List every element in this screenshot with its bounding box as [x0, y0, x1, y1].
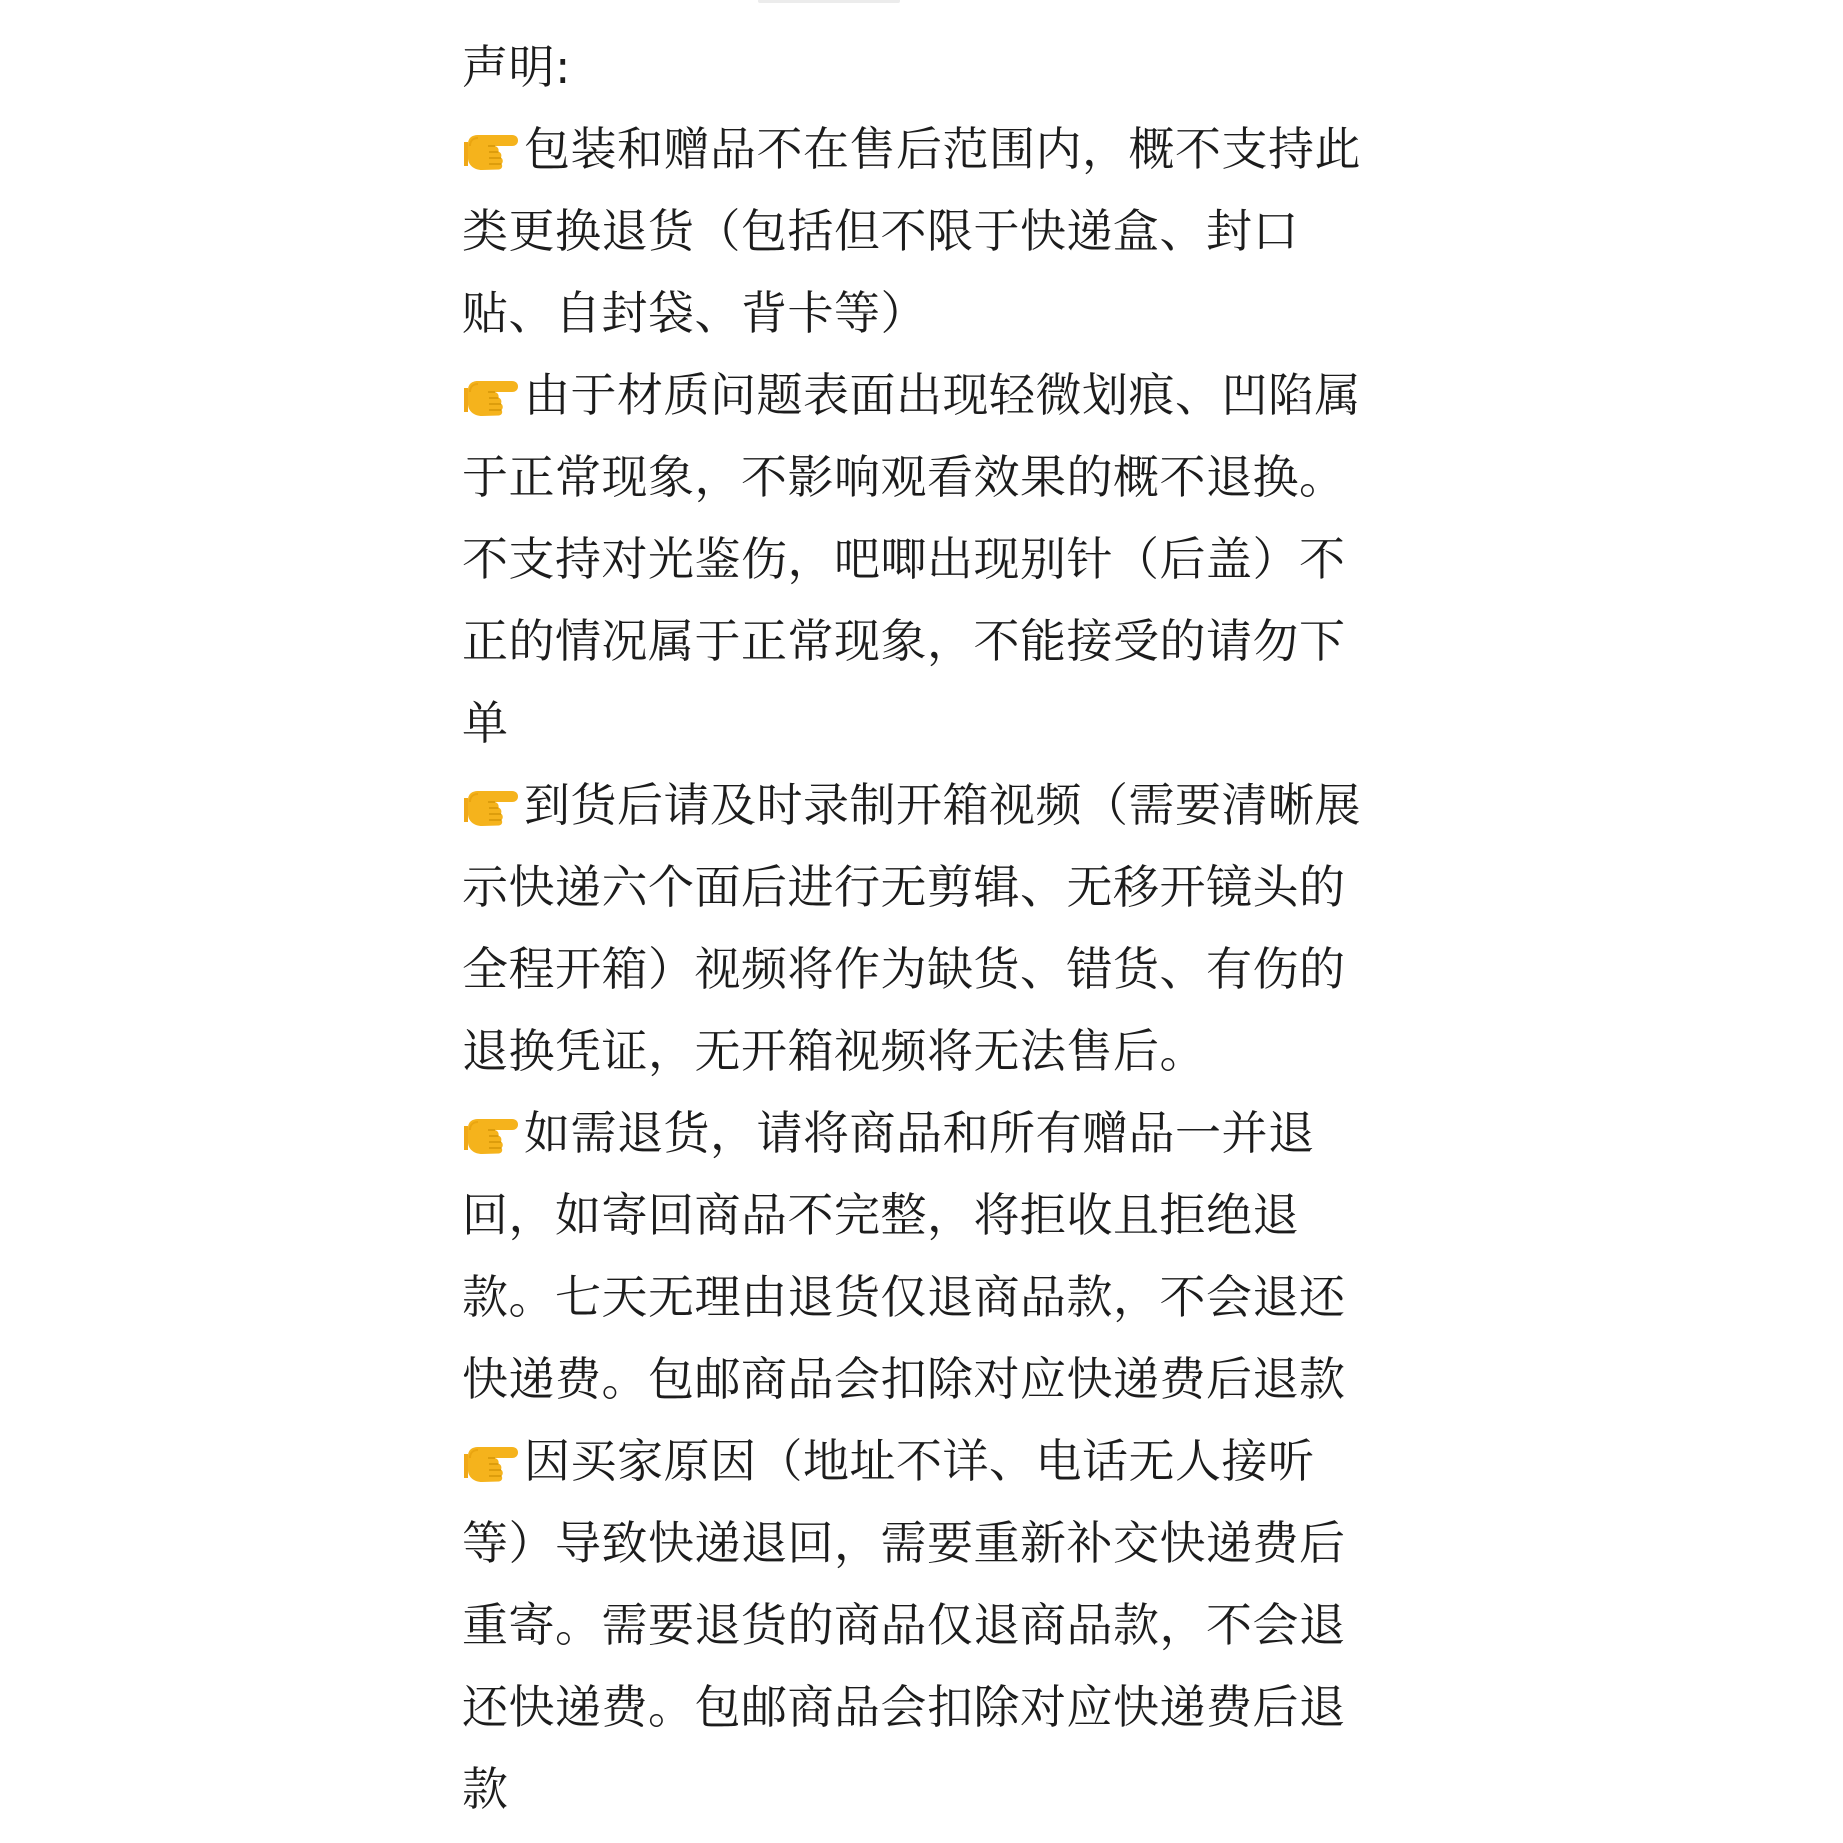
notice-line-text: 退换凭证，无开箱视频将无法售后。: [462, 1024, 1206, 1078]
notice-line: [462, 108, 1408, 190]
notice-line: [462, 846, 1408, 928]
notice-line: [462, 682, 1408, 764]
backhand-index-pointing-right-icon: [462, 354, 524, 436]
notice-line-text: 示快递六个面后进行无剪辑、无移开镜头的: [462, 860, 1346, 914]
notice-line-text: 等）导致快递退回，需要重新补交快递费后: [462, 1516, 1346, 1570]
notice-line-text: 正的情况属于正常现象，不能接受的请勿下: [462, 614, 1346, 668]
notice-line-text: 到货后请及时录制开箱视频（需要清晰展: [524, 778, 1361, 832]
notice-line-text: 款: [462, 1762, 509, 1816]
notice-line: [462, 1174, 1408, 1256]
notice-line: [462, 518, 1408, 600]
notice-line-text: 由于材质问题表面出现轻微划痕、凹陷属: [524, 368, 1361, 422]
backhand-index-pointing-right-icon: [462, 1420, 524, 1502]
notice-line: [462, 272, 1408, 354]
notice-line-text: 单: [462, 696, 509, 750]
notice-line: [462, 190, 1408, 272]
top-drag-handle: [758, 0, 900, 3]
notice-line-text: 快递费。包邮商品会扣除对应快递费后退款: [462, 1352, 1346, 1406]
notice-line: [462, 764, 1408, 846]
notice-line: [462, 1092, 1408, 1174]
notice-line-text: 类更换退货（包括但不限于快递盒、封口: [462, 204, 1299, 258]
notice-line-text: 贴、自封袋、背卡等）: [462, 286, 927, 340]
backhand-index-pointing-right-icon: [462, 1092, 524, 1174]
notice-line-text: 于正常现象，不影响观看效果的概不退换。: [462, 450, 1346, 504]
notice-line-text: 款。七天无理由退货仅退商品款，不会退还: [462, 1270, 1346, 1324]
notice-text-block: [462, 26, 1408, 1830]
notice-line: [462, 600, 1408, 682]
notice-line-text: 声明:: [462, 40, 571, 94]
notice-line-text: 还快递费。包邮商品会扣除对应快递费后退: [462, 1680, 1346, 1734]
notice-line-text: 不支持对光鉴伤，吧唧出现别针（后盖）不: [462, 532, 1346, 586]
notice-line-text: 如需退货，请将商品和所有赠品一并退: [524, 1106, 1315, 1160]
notice-line: [462, 26, 1408, 108]
notice-line: [462, 436, 1408, 518]
notice-line: [462, 1502, 1408, 1584]
backhand-index-pointing-right-icon: [462, 108, 524, 190]
notice-line: [462, 1256, 1408, 1338]
notice-line-text: 因买家原因（地址不详、电话无人接听: [524, 1434, 1315, 1488]
notice-line: [462, 928, 1408, 1010]
backhand-index-pointing-right-icon: [462, 764, 524, 846]
notice-line-text: 包装和赠品不在售后范围内，概不支持此: [524, 122, 1361, 176]
notice-line-text: 重寄。需要退货的商品仅退商品款，不会退: [462, 1598, 1346, 1652]
notice-line: [462, 1748, 1408, 1830]
notice-line-text: 回，如寄回商品不完整，将拒收且拒绝退: [462, 1188, 1299, 1242]
notice-line: [462, 1420, 1408, 1502]
notice-line: [462, 1666, 1408, 1748]
notice-line: [462, 1010, 1408, 1092]
notice-line: [462, 1338, 1408, 1420]
notice-line: [462, 354, 1408, 436]
notice-line: [462, 1584, 1408, 1666]
notice-line-text: 全程开箱）视频将作为缺货、错货、有伤的: [462, 942, 1346, 996]
